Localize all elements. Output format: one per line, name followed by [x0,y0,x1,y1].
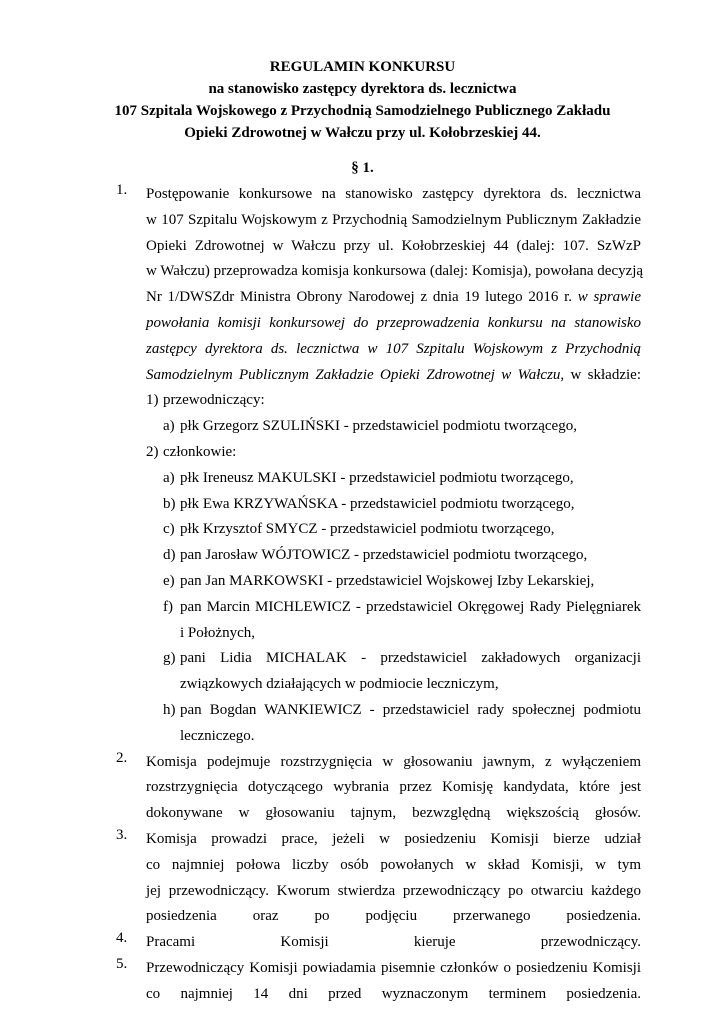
list-text: płk Krzysztof SMYCZ - przedstawiciel podmiotu tworzącego, [180,521,555,538]
text-line [146,363,641,389]
list-text: związkowych działających w podmiocie leczniczym, [180,676,499,693]
document-body [0,182,725,1008]
italic-fragment: w sprawie [577,289,641,306]
paragraph-number: 2. [116,749,128,766]
text-line: Komisja podejmuje rozstrzygnięcia w głosowaniu jawnym, z wyłączeniem [146,753,641,770]
list-letter: b) [163,495,176,512]
list-letter: d) [163,547,176,564]
list-text: leczniczego. [180,727,255,744]
chair-section [146,388,641,414]
text-line: co najmniej 14 dni przed wyznaczonym terminem posiedzenia. [146,985,641,1002]
italic-fragment: Samodzielnym Publicznym Zakładzie Opieki Zdrowotnej w Wałczu [146,366,561,383]
list-text: płk Ireneusz MAKULSKI - przedstawiciel podmiotu tworzącego, [180,469,574,486]
list-text: pan Bogdan WANKIEWICZ - przedstawiciel rady społecznej podmiotu [180,701,641,718]
list-letter: f) [163,598,173,615]
paragraph-1 [0,182,725,750]
text-line: rozstrzygnięcia dotyczącego wybrania przez Komisję kandydata, które jest [146,779,641,796]
italic-fragment: powołania komisji konkursowej do przeprowadzenia konkursu na stanowisko [146,314,641,331]
text-fragment: , w składzie: [560,366,641,383]
text-fragment: Nr 1/DWSZdr Ministra Obrony Narodowej z dnia 19 lutego 2016 r. [146,289,578,306]
list-item [163,517,641,543]
list-letter: c) [163,521,175,538]
members-section [146,440,641,466]
title-line-4: Opieki Zdrowotnej w Wałczu przy ul. Kołobrzeskiej 44. [184,125,541,141]
text-line: w 107 Szpitalu Wojskowym z Przychodnią Samodzielnym Publicznym Zakładzie [146,211,641,228]
list-label: członkowie: [163,443,237,460]
list-text: pani Lidia MICHALAK - przedstawiciel zakładowych organizacji [180,650,641,667]
text-line: dokonywane w głosowaniu tajnym, bezwzględną większością głosów. [146,805,641,822]
text-line [146,311,641,337]
list-item [163,543,641,569]
text-line: Postępowanie konkursowe na stanowisko zastępcy dyrektora ds. lecznictwa [146,186,641,202]
text-line: posiedzenia oraz po podjęciu przerwanego posiedzenia. [146,908,641,925]
document-title [0,56,725,144]
list-item [163,466,641,492]
paragraph-number: 4. [116,930,128,947]
list-letter: g) [163,650,176,667]
italic-fragment: zastępcy dyrektora ds. lecznictwa w 107 Szpitalu Wojskowym z Przychodnią [146,340,641,357]
paragraph-number: 1. [116,182,128,198]
list-item [163,646,641,698]
list-item [163,595,641,647]
list-letter: a) [163,418,175,435]
title-line-3: 107 Szpitala Wojskowego z Przychodnią Samodzielnego Publicznego Zakładu [114,103,611,119]
list-text: pan Marcin MICHLEWICZ - przedstawiciel Okręgowej Rady Pielęgniarek [180,598,641,615]
list-item [163,569,641,595]
text-line: Przewodniczący Komisji powiadamia pisemnie członków o posiedzeniu Komisji [146,959,641,976]
title-line-1: REGULAMIN KONKURSU [269,59,456,75]
list-label: przewodniczący: [163,392,265,409]
paragraph-5 [0,956,725,1008]
paragraph-4 [0,930,725,956]
title-line-2: na stanowisko zastępcy dyrektora ds. lecznictwa [208,81,517,97]
list-item [163,492,641,518]
list-letter: e) [163,572,175,589]
list-item [163,698,641,750]
list-text: płk Grzegorz SZULIŃSKI - przedstawiciel podmiotu tworzącego, [180,418,577,435]
text-line: jej przewodniczący. Kworum stwierdza przewodniczący po otwarciu każdego [146,882,641,899]
list-text: pan Jan MARKOWSKI - przedstawiciel Wojskowej Izby Lekarskiej, [180,572,595,589]
text-line: w Wałczu) przeprowadza komisja konkursowa (dalej: Komisja), powołana decyzją [146,263,644,280]
list-letter: a) [163,469,175,486]
text-line: Pracami Komisji kieruje przewodniczący. [146,934,641,951]
list-letter: h) [163,701,176,718]
list-text: płk Ewa KRZYWAŃSKA - przedstawiciel podmiotu tworzącego, [180,495,575,512]
list-item [163,414,641,440]
paragraph-3 [0,827,725,930]
list-number: 2) [146,443,159,460]
paragraph-2 [0,750,725,827]
paragraph-number: 3. [116,826,128,843]
list-number: 1) [146,392,159,409]
text-line: Opieki Zdrowotnej w Wałczu przy ul. Kołobrzeskiej 44 (dalej: 107. SzWzP [146,237,641,254]
paragraph-number: 5. [116,955,128,972]
text-line: co najmniej połowa liczby osób powołanych w skład Komisji, w tym [146,856,641,873]
section-heading: § 1. [351,160,374,176]
text-line [146,285,641,311]
list-text: i Położnych, [180,624,255,641]
text-line [146,337,641,363]
list-text: pan Jarosław WÓJTOWICZ - przedstawiciel podmiotu tworzącego, [180,547,588,564]
text-line: Komisja prowadzi prace, jeżeli w posiedzeniu Komisji bierze udział [146,830,641,847]
